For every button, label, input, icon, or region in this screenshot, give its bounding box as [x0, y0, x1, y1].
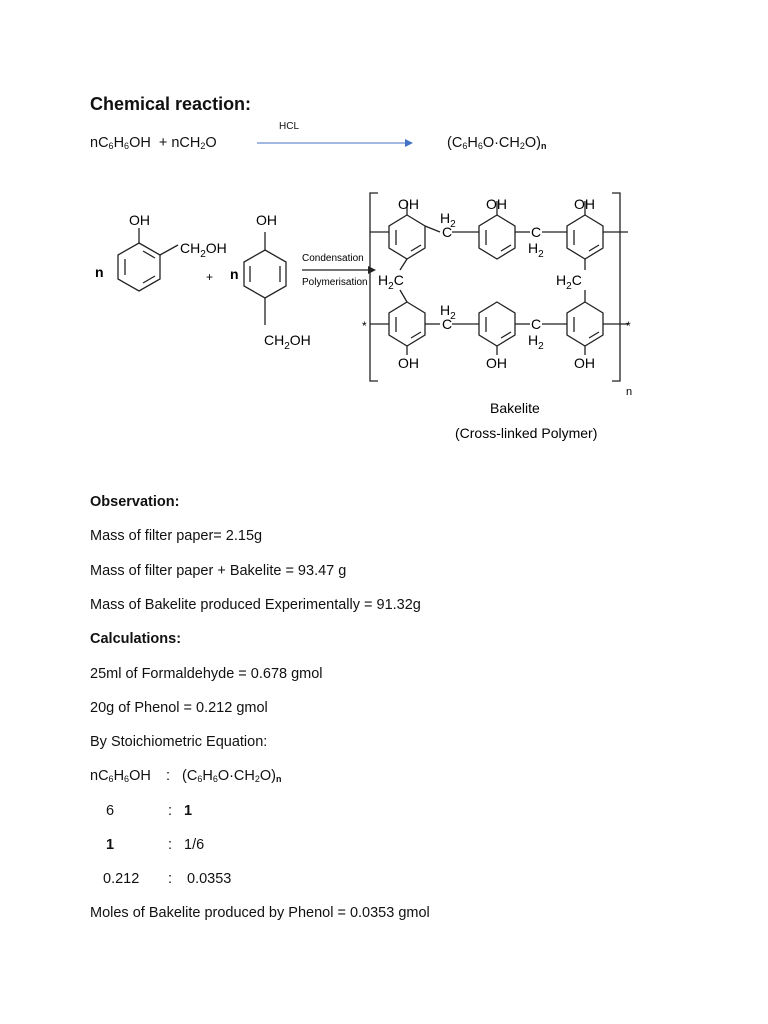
top-c-1: C: [442, 224, 453, 240]
reactant1-n: n: [95, 264, 104, 280]
top-oh-1: OH: [398, 196, 419, 212]
ratio-right: 0.0353: [187, 871, 232, 887]
star-left: *: [362, 319, 367, 333]
top-h2-2: $H_2$: [528, 240, 544, 260]
calculation-line: 25ml of Formaldehyde = 0.678 gmol: [90, 666, 323, 682]
bakelite-reaction-figure: [80, 185, 680, 455]
ratio-colon: :: [166, 768, 171, 784]
plus-sign: +: [206, 270, 214, 284]
bottom-h2-1: $H_2$: [440, 302, 456, 322]
ratio-header-right: $(C_6H_6O\cdot CH_2O)_n$: [182, 768, 282, 784]
ratio-right: 1: [184, 803, 193, 819]
reactant1-oh: OH: [129, 212, 150, 228]
calculation-line: 20g of Phenol = 0.212 gmol: [90, 700, 268, 716]
polymer-name: Bakelite: [490, 400, 540, 416]
calculation-line: By Stoichiometric Equation:: [90, 734, 268, 750]
ratio-header-left: $nC_6H_6OH$: [90, 768, 151, 784]
top-h2-1: $H_2$: [440, 210, 456, 230]
top-oh-3: OH: [574, 196, 595, 212]
bridge-h2c-right: $H_2C$: [556, 272, 582, 292]
bottom-c-2: C: [531, 316, 542, 332]
observation-line: Mass of Bakelite produced Experimentally = 91.32g: [90, 597, 421, 613]
reactant2-ch2oh: $CH_2OH$: [264, 332, 311, 352]
polymer-subtitle: (Cross-linked Polymer): [455, 425, 598, 441]
ratio-left: 1: [106, 837, 115, 853]
bridge-h2c-left: $H_2C$: [378, 272, 404, 292]
reactant2-oh: OH: [256, 212, 277, 228]
bottom-oh-1: OH: [398, 355, 419, 371]
ratio-right: 1/6: [184, 837, 205, 853]
top-oh-2: OH: [486, 196, 507, 212]
top-c-2: C: [531, 224, 542, 240]
star-right: *: [626, 319, 631, 333]
reaction-arrow: [255, 136, 415, 150]
ratio-colon: :: [168, 803, 173, 819]
repeat-n: n: [626, 386, 633, 398]
observation-line: Mass of filter paper= 2.15g: [90, 528, 263, 544]
reactants: $nC_6H_6OH + nCH_2O$: [90, 135, 217, 151]
observation-line: Mass of filter paper + Bakelite = 93.47 g: [90, 563, 347, 579]
product: $(C_6H_6O\cdot CH_2O)_n$: [447, 135, 547, 151]
bottom-oh-3: OH: [574, 355, 595, 371]
bottom-h2-2: $H_2$: [528, 332, 544, 352]
ratio-left: 0.212: [103, 871, 140, 887]
reactant2-n: n: [230, 266, 239, 282]
bottom-c-1: C: [442, 316, 453, 332]
bottom-oh-2: OH: [486, 355, 507, 371]
conclusion-line: Moles of Bakelite produced by Phenol = 0.0353 gmol: [90, 905, 430, 921]
page-title: Chemical reaction:: [90, 94, 252, 114]
ratio-colon: :: [168, 837, 173, 853]
ratio-left: 6: [106, 803, 115, 819]
observation-heading: Observation:: [90, 494, 180, 510]
polymerisation-label: Polymerisation: [302, 277, 368, 288]
reactant1-ch2oh: $CH_2OH$: [180, 240, 227, 260]
ratio-colon: :: [168, 871, 173, 887]
calculations-heading: Calculations:: [90, 631, 182, 647]
catalyst-label: HCL: [279, 121, 300, 132]
condensation-label: Condensation: [302, 253, 364, 264]
